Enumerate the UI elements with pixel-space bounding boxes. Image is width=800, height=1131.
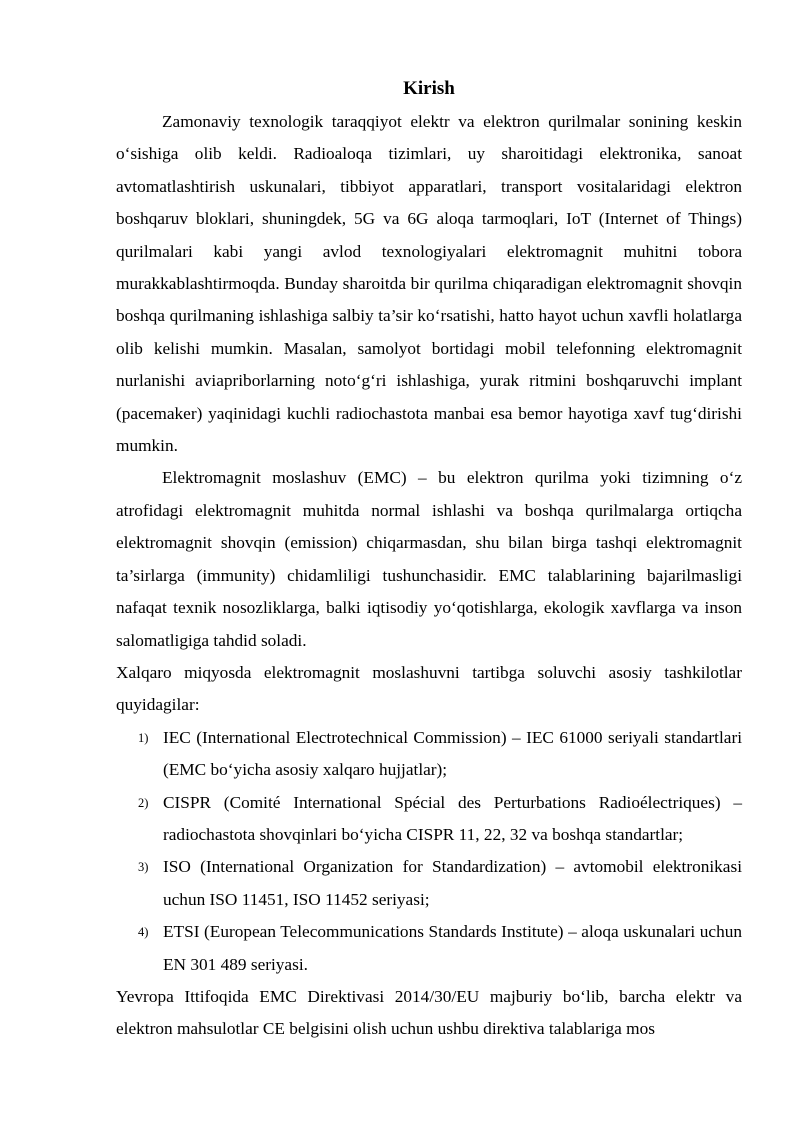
organizations-intro-paragraph: Xalqaro miqyosda elektromagnit moslashuvni tartibga soluvchi asosiy tashkilotlar quyidagilar: bbox=[116, 662, 742, 715]
list-item-text: ISO (International Organization for Standardization) – avtomobil elektronikasi uchun ISO 11451, ISO 11452 seriyasi; bbox=[163, 857, 742, 909]
document-page bbox=[116, 74, 742, 1046]
list-item-number: 4) bbox=[138, 925, 149, 940]
list-item bbox=[116, 722, 742, 787]
list-item-number: 3) bbox=[138, 860, 149, 875]
eu-directive-paragraph: Yevropa Ittifoqida EMC Direktivasi 2014/30/EU majburiy bo‘lib, barcha elektr va elektron mahsulotlar CE belgisini olish uchun ushbu direktiva talablariga mos bbox=[116, 986, 742, 1039]
list-item-text: CISPR (Comité International Spécial des Perturbations Radioélectriques) – radiochastota shovqinlari bo‘yicha CISPR 11, 22, 32 va boshqa standartlar; bbox=[163, 792, 742, 844]
list-item bbox=[116, 916, 742, 981]
list-item-text: ETSI (European Telecommunications Standards Institute) – aloqa uskunalari uchun EN 301 489 seriyasi. bbox=[163, 922, 742, 974]
page-title: Kirish bbox=[403, 78, 455, 99]
intro-paragraph: Zamonaviy texnologik taraqqiyot elektr va elektron qurilmalar sonining keskin o‘sishiga olib keldi. Radioaloqa tizimlari, uy sharoitidagi elektronika, sanoat avtomatlashtirish uskunalari, tibbiyot apparatlari, transport vositalaridagi elektron boshqaruv bloklari, shuningdek, 5G va 6G aloqa tarmoqlari, IoT (Internet of Things) qurilmalari kabi yangi avlod texnologiyalari elektromagnit muhitni tobora murakkablashtirmoqda. Bunday sharoitda bir qurilma chiqaradigan elektromagnit shovqin boshqa qurilmaning ishlashiga salbiy ta’sir ko‘rsatishi, hatto hayot uchun xavfli holatlarga olib kelishi mumkin. Masalan, samolyot bortidagi mobil telefonning elektromagnit nurlanishi aviapriborlarning noto‘g‘ri ishlashiga, yurak ritmini boshqaruvchi implant (pacemaker) yaqinidagi kuchli radiochastota manbai esa bemor hayotiga xavf tug‘dirishi mumkin. bbox=[116, 112, 742, 456]
organizations-list bbox=[116, 722, 742, 981]
list-item-number: 1) bbox=[138, 730, 149, 745]
emc-definition-paragraph: Elektromagnit moslashuv (EMC) – bu elektron qurilma yoki tizimning o‘z atrofidagi elektromagnit muhitda normal ishlashi va boshqa qurilmalarga ortiqcha elektromagnit shovqin (emission) chiqarmasdan, shu bilan birga tashqi elektromagnit ta’sirlarga (immunity) chidamliligi tushunchasidir. EMC talablarining bajarilmasligi nafaqat texnik nosozliklarga, balki iqtisodiy yo‘qotishlarga, ekologik xavflarga va inson salomatligiga tahdid soladi. bbox=[116, 468, 742, 650]
list-item-number: 2) bbox=[138, 795, 149, 810]
list-item-text: IEC (International Electrotechnical Commission) – IEC 61000 seriyali standartlari (EMC bo‘yicha asosiy xalqaro hujjatlar); bbox=[163, 727, 742, 780]
list-item bbox=[116, 787, 742, 852]
list-item bbox=[116, 851, 742, 916]
